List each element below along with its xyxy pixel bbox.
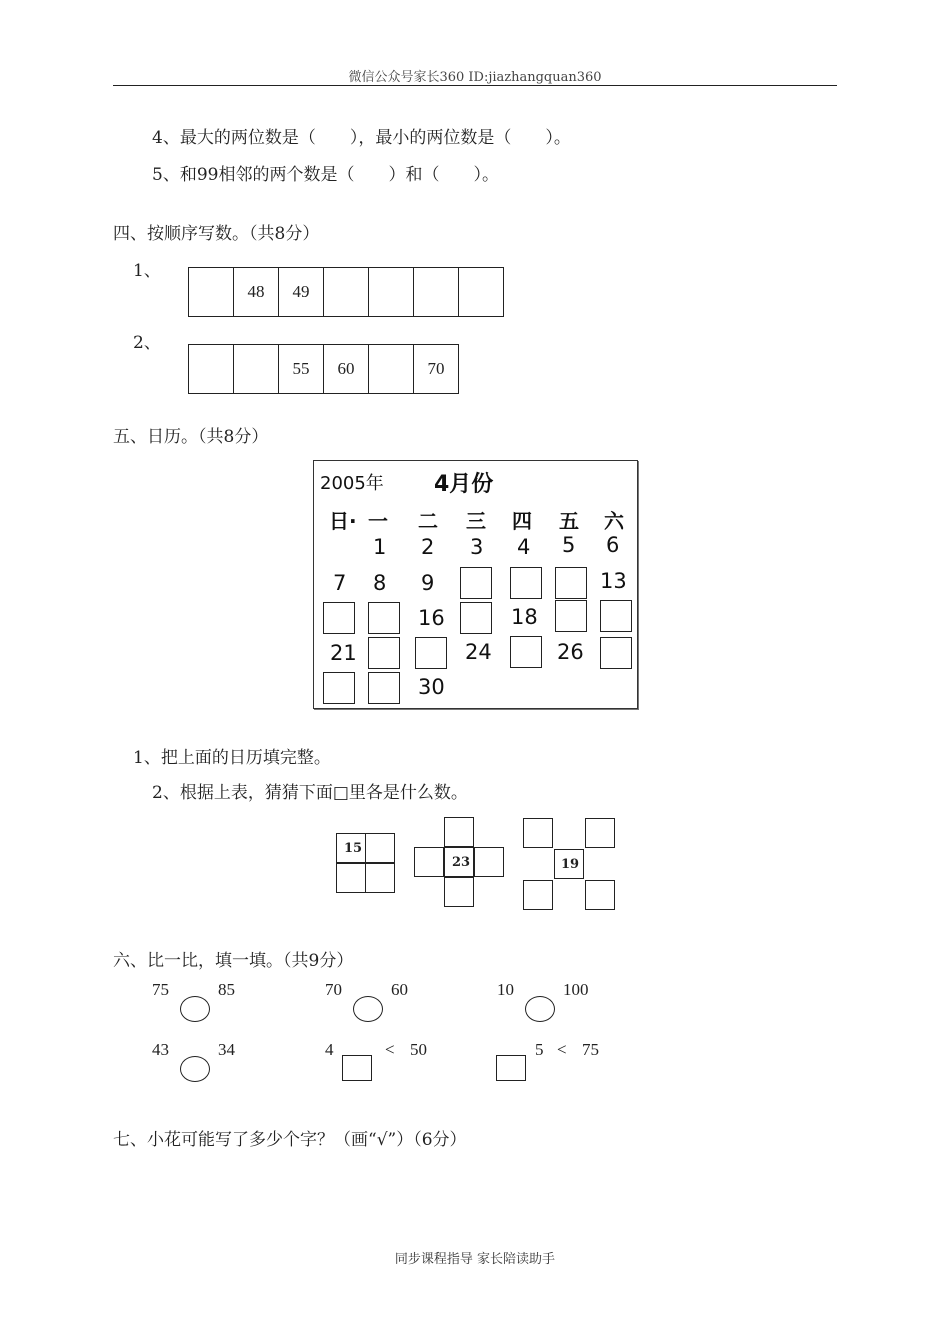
calendar-blank-box[interactable] <box>323 672 355 704</box>
compare-6-value-b: 75 <box>582 1040 599 1059</box>
section-5-question-2: 2、根据上表，猜猜下面□里各是什么数。 <box>152 783 468 803</box>
calendar-day: 13 <box>600 569 627 593</box>
sequence-cell: 70 <box>413 344 459 394</box>
calendar-blank-box[interactable] <box>323 602 355 634</box>
section-5-title: 五、日历。（共8分） <box>113 427 269 447</box>
calendar-blank-box[interactable] <box>510 636 542 668</box>
figure-1-cell[interactable] <box>365 833 395 863</box>
calendar-month: 4月份 <box>434 472 494 497</box>
calendar-day: 2 <box>421 535 435 559</box>
calendar-day: 26 <box>557 640 584 664</box>
figure-3-cell[interactable] <box>585 880 615 910</box>
calendar-day: 3 <box>470 535 484 559</box>
weekday-fri: 五 <box>559 509 579 533</box>
question-5: 5、和99相邻的两个数是（ ）和（ ）。 <box>152 165 499 185</box>
compare-2-right: 60 <box>391 980 408 999</box>
calendar-day: 21 <box>330 641 357 665</box>
calendar-day: 16 <box>418 606 445 630</box>
calendar-day: 30 <box>418 675 445 699</box>
calendar-day: 18 <box>511 605 538 629</box>
calendar-blank-box[interactable] <box>368 602 400 634</box>
figure-3-cell[interactable] <box>523 818 553 848</box>
section-7-title: 七、小花可能写了多少个字？（画“√”）（6分） <box>113 1130 467 1150</box>
sequence-cell[interactable] <box>368 344 414 394</box>
section-6-title: 六、比一比，填一填。（共9分） <box>113 951 354 971</box>
calendar-year: 2005年 <box>320 473 384 494</box>
calendar-day: 1 <box>373 535 387 559</box>
sequence-cell[interactable] <box>323 267 369 317</box>
compare-6-operator: < <box>557 1040 567 1059</box>
figure-1-cell[interactable] <box>336 863 366 893</box>
figure-3-cell[interactable] <box>585 818 615 848</box>
compare-1-right: 85 <box>218 980 235 999</box>
compare-4-right: 34 <box>218 1040 235 1059</box>
compare-5-box[interactable] <box>342 1055 372 1081</box>
sequence-cell: 60 <box>323 344 369 394</box>
figure-3-label: 19 <box>561 857 580 872</box>
compare-3-circle[interactable] <box>525 996 555 1022</box>
compare-6-value-a: 5 <box>535 1040 544 1059</box>
calendar-blank-box[interactable] <box>460 567 492 599</box>
question-4: 4、最大的两位数是（ ），最小的两位数是（ ）。 <box>152 128 571 148</box>
sequence-row-1 <box>188 267 504 317</box>
calendar-blank-box[interactable] <box>368 637 400 669</box>
sequence-2-label: 2、 <box>133 333 161 353</box>
compare-3-left: 10 <box>497 980 514 999</box>
page-footer: 同步课程指导 家长陪读助手 <box>394 1252 556 1267</box>
sequence-cell: 48 <box>233 267 279 317</box>
sequence-cell[interactable] <box>368 267 414 317</box>
compare-5-right: 50 <box>410 1040 427 1059</box>
section-4-title: 四、按顺序写数。（共8分） <box>113 224 320 244</box>
calendar-day: 4 <box>517 535 531 559</box>
sequence-cell[interactable] <box>413 267 459 317</box>
calendar-blank-box[interactable] <box>600 637 632 669</box>
calendar-day: 5 <box>562 533 576 557</box>
weekday-sat: 六 <box>604 509 624 533</box>
calendar-day: 24 <box>465 640 492 664</box>
weekday-mon: 一 <box>368 509 388 533</box>
compare-4-circle[interactable] <box>180 1056 210 1082</box>
weekday-sun: 日· <box>329 509 357 533</box>
sequence-cell[interactable] <box>188 344 234 394</box>
figure-2-cell[interactable] <box>414 847 444 877</box>
header-rule <box>113 85 837 86</box>
compare-4-left: 43 <box>152 1040 169 1059</box>
weekday-thu: 四 <box>512 509 532 533</box>
compare-6-box[interactable] <box>496 1055 526 1081</box>
compare-1-left: 75 <box>152 980 169 999</box>
weekday-wed: 三 <box>466 509 486 533</box>
calendar-blank-box[interactable] <box>460 602 492 634</box>
sequence-cell[interactable] <box>188 267 234 317</box>
sequence-cell[interactable] <box>233 344 279 394</box>
calendar-day: 9 <box>421 571 435 595</box>
compare-1-circle[interactable] <box>180 996 210 1022</box>
calendar-blank-box[interactable] <box>368 672 400 704</box>
figure-1-label: 15 <box>344 841 363 856</box>
figure-2-label: 23 <box>452 855 471 870</box>
sequence-1-label: 1、 <box>133 261 161 281</box>
calendar-blank-box[interactable] <box>555 600 587 632</box>
calendar-blank-box[interactable] <box>600 600 632 632</box>
compare-5-operator: < <box>385 1040 395 1059</box>
weekday-tue: 二 <box>418 509 438 533</box>
sequence-cell: 49 <box>278 267 324 317</box>
figure-2-cell[interactable] <box>444 877 474 907</box>
compare-5-left: 4 <box>325 1040 334 1059</box>
figure-3-cell[interactable] <box>523 880 553 910</box>
calendar-day: 8 <box>373 571 387 595</box>
figure-1-cell[interactable] <box>365 863 395 893</box>
compare-2-circle[interactable] <box>353 996 383 1022</box>
calendar-blank-box[interactable] <box>415 637 447 669</box>
calendar-day: 7 <box>333 571 347 595</box>
calendar-day: 6 <box>606 533 620 557</box>
calendar-blank-box[interactable] <box>510 567 542 599</box>
calendar <box>313 460 638 709</box>
figure-2-cell[interactable] <box>474 847 504 877</box>
sequence-cell: 55 <box>278 344 324 394</box>
compare-2-left: 70 <box>325 980 342 999</box>
page-header: 微信公众号家长360 ID:jiazhangquan360 <box>348 70 602 85</box>
sequence-row-2 <box>188 344 459 394</box>
sequence-cell[interactable] <box>458 267 504 317</box>
compare-3-right: 100 <box>563 980 589 999</box>
calendar-blank-box[interactable] <box>555 567 587 599</box>
section-5-question-1: 1、把上面的日历填完整。 <box>133 748 331 768</box>
figure-2-cell[interactable] <box>444 817 474 847</box>
